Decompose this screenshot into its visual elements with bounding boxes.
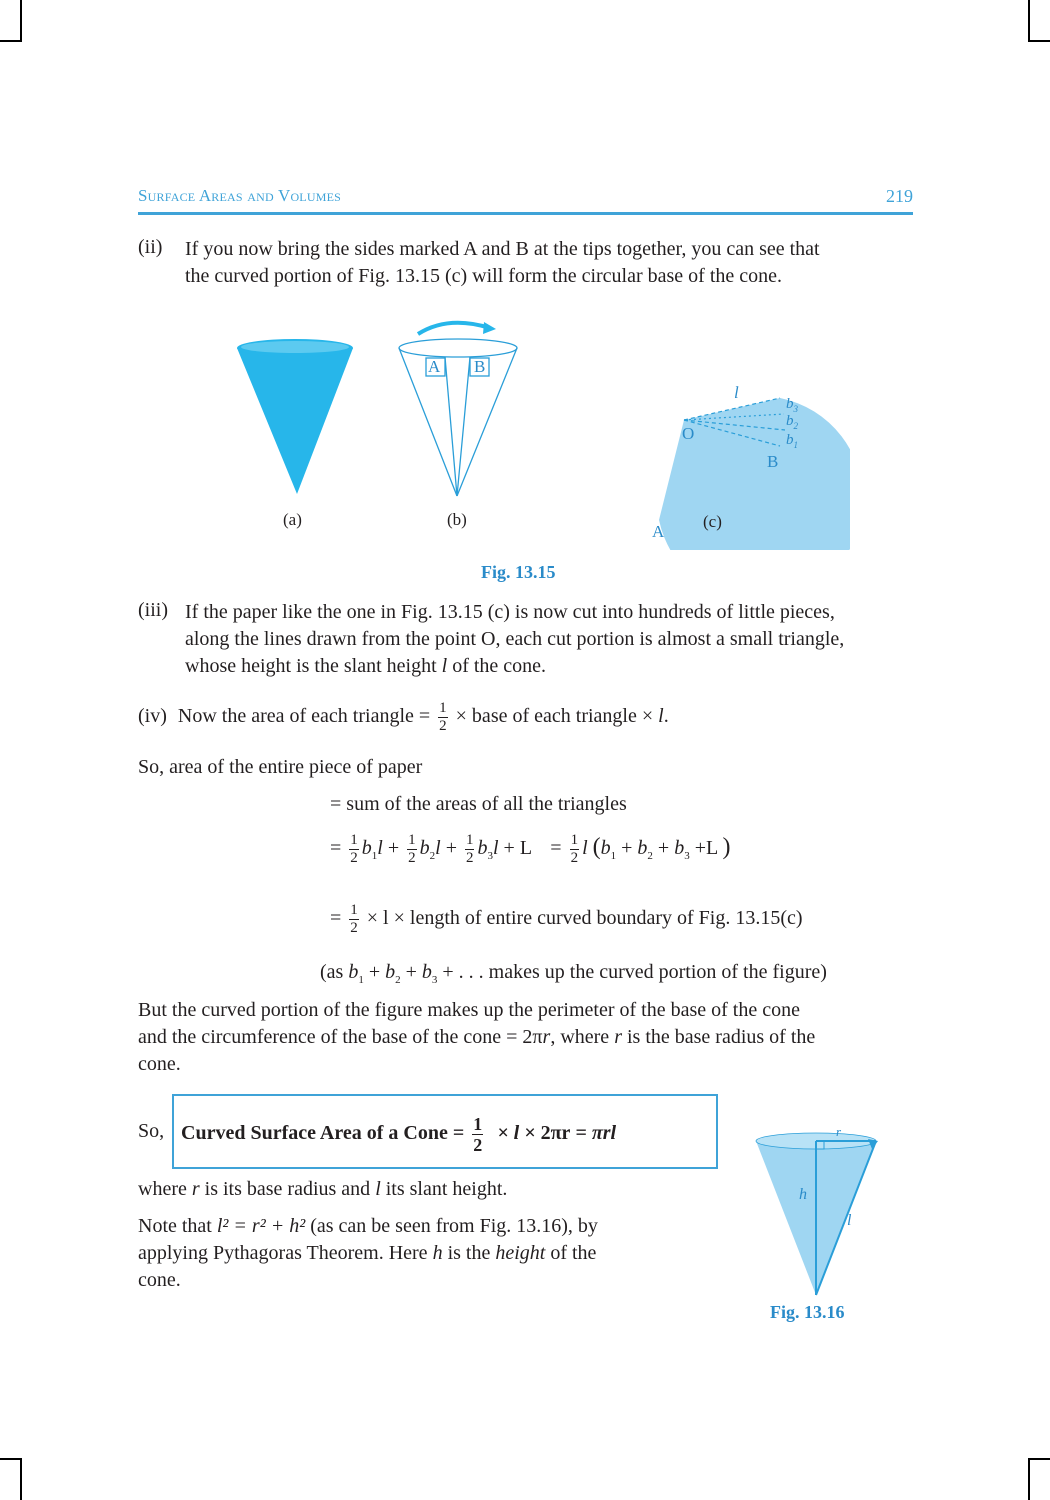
formula-content: Curved Surface Area of a Cone = $\frac{1}{2}$ × l × 2πr = πrl: [181, 1114, 617, 1155]
sub-label-c: (c): [703, 512, 722, 531]
derivation-line-3: = $\frac{1}{2}$ × l × length of entire curved boundary of Fig. 13.15(c): [330, 902, 803, 936]
chapter-title: Surface Areas and Volumes: [138, 186, 341, 205]
sector-c: [659, 398, 850, 550]
fraction-half: $\frac{1}{2}$: [439, 700, 447, 734]
label-l-c: l: [734, 383, 739, 402]
header-rule: [138, 212, 913, 215]
label-A-b: A: [428, 357, 441, 376]
derivation-line-4: (as $b_1 + b_2 + b_3$ + . . . makes up the curved portion of the figure): [320, 961, 827, 986]
item-ii-text: [185, 236, 913, 290]
text-line: But the curved portion of the figure makes up the perimeter of the base of the cone: [138, 999, 800, 1021]
label-B-c: B: [767, 452, 779, 471]
text-line: cone.: [138, 1269, 181, 1291]
crop-mark-top-right: [1028, 0, 1050, 42]
fraction-half: $\frac{1}{2}$: [350, 832, 358, 866]
item-number: (iii): [138, 599, 168, 621]
page-number: 219: [886, 186, 913, 206]
para-perimeter: [138, 997, 913, 1078]
derivation-line-2: = $\frac{1}{2}$ $b_1l$ + $\frac{1}{2}$ $b_2l$ + $\frac{1}{2}$ $b_3l + L$ = $\frac{1}{2}$ l ($b_1 + b_2 + b_3 +L$ ): [330, 832, 731, 866]
sub-label-b: (b): [447, 510, 467, 529]
label-h: h: [799, 1186, 807, 1203]
text-line: and the circumference of the base of the cone = 2πr, where r is the base radius of the: [138, 1026, 816, 1048]
text: × base of each triangle ×: [455, 705, 654, 728]
label-A-c: A: [652, 522, 665, 541]
text-line: along the lines drawn from the point O, each cut portion is almost a small triangle,: [185, 628, 845, 650]
cone-a: [237, 339, 353, 494]
sub-label-a: (a): [283, 510, 302, 529]
text-line: cone.: [138, 1053, 181, 1075]
bend-arrow-icon: [418, 323, 490, 334]
crop-mark-bottom-left: [0, 1458, 22, 1500]
text-line: whose height is the slant height l of the cone.: [185, 655, 547, 677]
text-line: the curved portion of Fig. 13.15 (c) will form the circular base of the cone.: [185, 265, 783, 287]
item-iii-text: [185, 599, 913, 680]
fraction-half: $\frac{1}{2}$: [570, 832, 579, 866]
item-iv: (iv) Now the area of each triangle = $\frac{1}{2}$ × base of each triangle × l.: [138, 700, 669, 734]
para-note: [138, 1213, 688, 1294]
crop-mark-bottom-right: [1028, 1458, 1050, 1500]
text-line: applying Pythagoras Theorem. Here h is the height of the: [138, 1242, 597, 1264]
derivation-intro: So, area of the entire piece of paper: [138, 756, 423, 778]
label-b3: $b_3$: [786, 396, 798, 414]
text-line: If the paper like the one in Fig. 13.15 (c) is now cut into hundreds of little pieces,: [185, 601, 835, 623]
figure-caption-13-16: Fig. 13.16: [770, 1302, 845, 1322]
label-B-b: B: [474, 357, 486, 376]
label-O: O: [682, 424, 695, 443]
var-l: l: [658, 705, 664, 728]
figure-13-16: [748, 1125, 888, 1305]
fraction-half: $\frac{1}{2}$: [350, 902, 358, 936]
fraction-half: $\frac{1}{2}$: [408, 832, 416, 866]
fraction-half: $\frac{1}{2}$: [465, 832, 474, 866]
figure-caption-13-15: Fig. 13.15: [481, 562, 556, 582]
item-number: (ii): [138, 236, 163, 258]
derivation-line-1: = sum of the areas of all the triangles: [330, 793, 627, 815]
label-l: l: [847, 1212, 852, 1229]
label-b2: $b_2$: [786, 413, 798, 431]
cone-b: [399, 339, 517, 496]
fraction-half: $\frac{1}{2}$: [473, 1114, 483, 1155]
crop-mark-top-left: [0, 0, 22, 42]
text: Now the area of each triangle =: [177, 705, 431, 728]
label-b1: $b_1$: [786, 432, 798, 450]
text-line: If you now bring the sides marked A and B at the tips together, you can see that: [185, 238, 820, 260]
item-number: (iv): [138, 705, 167, 728]
formula-box: [172, 1094, 718, 1169]
formula-prefix: So,: [138, 1120, 165, 1142]
text-line: Note that l² = r² + h² (as can be seen from Fig. 13.16), by: [138, 1215, 598, 1237]
label-r: r: [836, 1124, 842, 1139]
para-where: where r is its base radius and l its slant height.: [138, 1178, 508, 1200]
